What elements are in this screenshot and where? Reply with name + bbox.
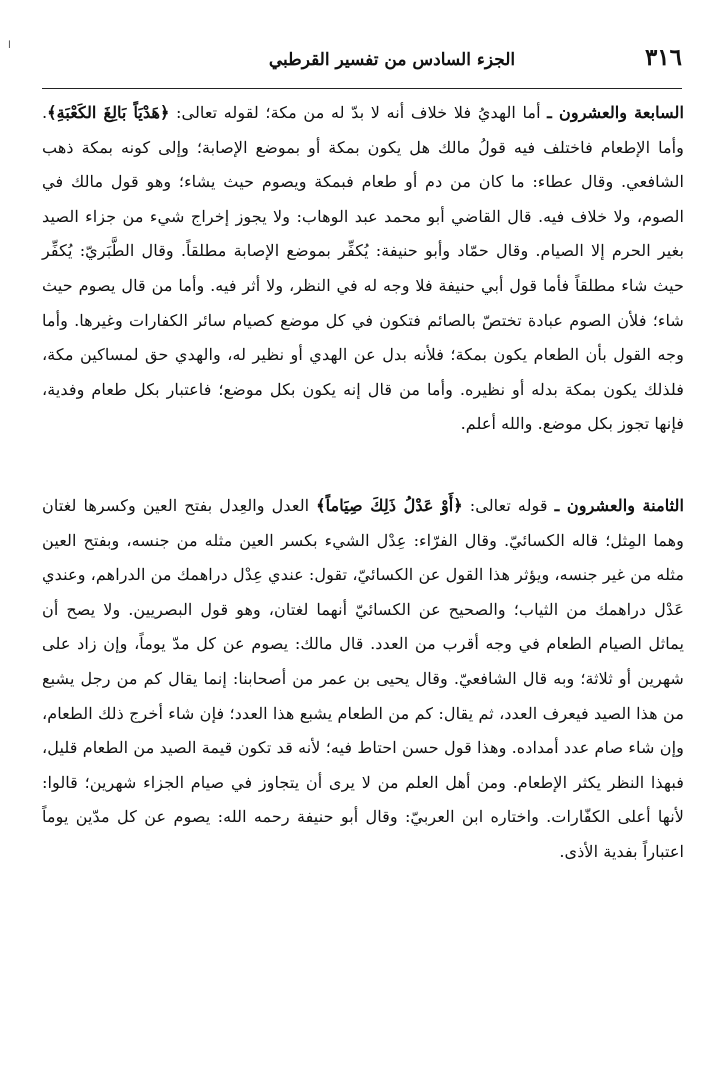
paragraph-text: أما الهديُ فلا خلاف أنه لا بدّ له من مكة؛ لقوله تعالى: <box>169 103 548 122</box>
page-body <box>42 96 684 869</box>
page-header <box>42 42 682 88</box>
page-number: ٣١٦ <box>644 44 682 71</box>
quran-verse: ﴿أَوْ عَدْلُ ذَلِكَ صِيَاماً﴾ <box>316 495 463 515</box>
quran-verse: ﴿هَدْيَاً بَالِغَ الكَعْبَةِ﴾ <box>47 103 170 122</box>
section-heading: السابعة والعشرون ـ <box>547 103 684 122</box>
paragraph-text: قوله تعالى: <box>462 495 555 515</box>
running-title: الجزء السادس من تفسير القرطبي <box>268 50 516 70</box>
margin-mark: ا <box>8 40 11 51</box>
paragraph-text: العدل والعِدل بفتح العين وكسرها لغتان وهما المِثل؛ قاله الكسائيّ. وقال الفرّاء: عِدْل الشيء بكسر العين مثله من جنسه، وبفتح العين مثله من غير جنسه، ويؤثر هذا القول عن الكسائيّ، تقول: عندي عِدْل دراهمك من الدراهم، وعندي عَدْل دراهمك من الثياب؛ والصحيح عن الكسائيّ أنهما لغتان، وهو قول البصريين. ولا يصح أن يماثل الصيام الطعام في وجه أقرب من العدد. قال مالك: يصوم عن كل مدّ يوماً، وإن زاد على شهرين أو ثلاثة؛ وبه قال الشافعيّ. وقال يحيى بن عمر من أصحابنا: إنما يقال كم من رجل يشبع من هذا الصيد فيعرف العدد، ثم يقال: كم من الطعام يشبع هذا العدد؛ فإن شاء أخرج ذلك الطعام، وإن شاء صام عدد أمداده. وهذا قول حسن احتاط فيه؛ لأنه قد تكون قيمة الصيد من الطعام قليل، فبهذا النظر يكثر الإطعام. ومن أهل العلم من لا يرى أن يتجاوز في صيام الجزاء شهرين؛ قالوا: لأنها أعلى الكفّارات. واختاره ابن العربيّ: وقال أبو حنيفة رحمه الله: يصوم عن كل مدّين يوماً اعتباراً بفدية الأذى. <box>42 495 684 861</box>
paragraph-28 <box>42 489 684 870</box>
section-heading: الثامنة والعشرون ـ <box>554 495 684 515</box>
header-divider <box>42 88 682 89</box>
paragraph-27 <box>42 96 684 442</box>
paragraph-text: . وأما الإطعام فاختلف فيه قولُ مالك هل يكون بمكة أو بموضع الإصابة؛ وإلى كونه بمكة ذهب الشافعي. وقال عطاء: ما كان من دم أو طعام فبمكة ويصوم حيث يشاء؛ وهو قول مالك في الصوم، ولا خلاف فيه. قال القاضي أبو محمد عبد الوهاب: ولا يجوز إخراج شيء من جزاء الصيد بغير الحرم إلا الصيام. وقال حمّاد وأبو حنيفة: يُكفِّر بموضع الإصابة مطلقاً. وقال الطَّبَريّ: يُكفِّر حيث شاء مطلقاً فأما قول أبي حنيفة فلا وجه له في النظر، ولا أثر فيه. وأما من قال يصوم حيث شاء؛ فلأن الصوم عبادة تختصّ بالصائم فتكون في كل موضع كصيام سائر الكفارات وغيرها. وأما وجه القول بأن الطعام يكون بمكة؛ فلأنه بدل عن الهدي أو نظير له، والهدي حق لمساكين مكة، فلذلك يكون بمكة بدله أو نظيره. وأما من قال إنه يكون بكل موضع؛ فاعتبار بكل طعام وفدية، فإنها تجوز بكل موضع. والله أعلم. <box>42 103 684 434</box>
